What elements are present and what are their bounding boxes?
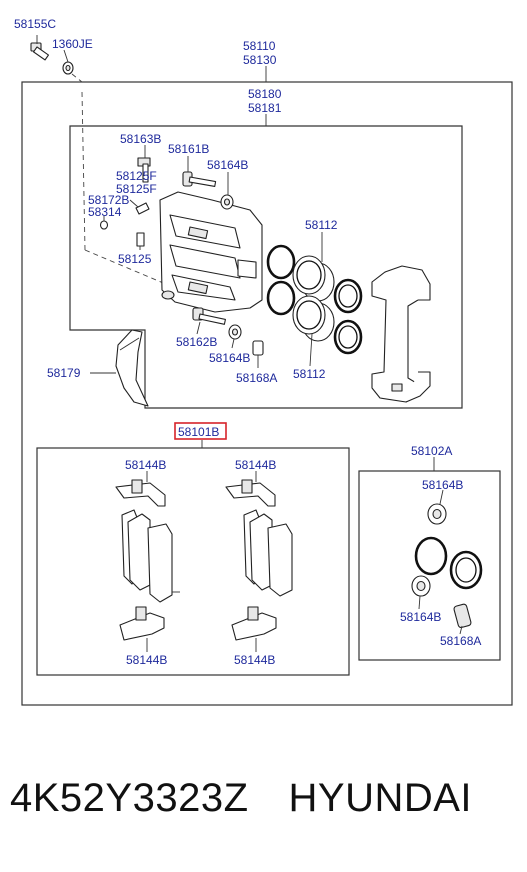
dust-boot-upper — [335, 280, 361, 312]
label-58168A-kit: 58168A — [440, 634, 482, 648]
label-58161B: 58161B — [168, 142, 210, 156]
label-58130: 58130 — [243, 53, 277, 67]
kit-sleeve-58168A — [453, 604, 471, 629]
pad-clip-upper-left — [116, 480, 165, 506]
label-58112-bottom: 58112 — [293, 367, 326, 381]
label-58180: 58180 — [248, 87, 282, 101]
label-58164B-kit-2: 58164B — [400, 610, 442, 624]
label-58163B: 58163B — [120, 132, 162, 146]
label-58144B-3: 58144B — [126, 653, 168, 667]
footer-part-number: 4K52Y3323Z — [10, 776, 249, 820]
bolt-58155C — [31, 43, 48, 60]
shim-58179 — [116, 330, 148, 406]
footer-caption — [10, 776, 520, 836]
label-58179: 58179 — [47, 366, 81, 380]
pad-clip-lower-left — [120, 607, 164, 640]
boot-58164B-lower — [229, 325, 241, 339]
bleeder-58125 — [137, 233, 144, 246]
label-58164B-kit-1: 58164B — [422, 478, 464, 492]
piston-seal-lower — [268, 282, 294, 314]
label-58164B-top: 58164B — [207, 158, 249, 172]
label-58144B-2: 58144B — [235, 458, 277, 472]
sleeve-58168A-mid — [253, 341, 263, 355]
boot-58164B-upper — [221, 195, 233, 209]
bleeder-58125F — [136, 203, 149, 214]
guide-pin-58161B — [183, 172, 216, 186]
label-58162B: 58162B — [176, 335, 218, 349]
cap-58172B — [101, 221, 108, 229]
label-58125: 58125 — [118, 252, 152, 266]
kit-boot-58164B-upper — [428, 504, 446, 524]
footer-brand: HYUNDAI — [288, 776, 473, 820]
label-58164B-mid: 58164B — [209, 351, 251, 365]
label-58102A: 58102A — [411, 444, 453, 458]
label-58125F-1: 58125F — [116, 169, 157, 183]
label-58125F-2: 58125F — [116, 182, 157, 196]
brake-pad-right-pair — [244, 510, 292, 596]
pad-kit-frame — [37, 448, 349, 675]
repair-kit-frame — [359, 471, 500, 660]
dust-boot-lower — [335, 321, 361, 353]
label-58144B-4: 58144B — [234, 653, 276, 667]
pad-clip-lower-right — [232, 607, 276, 640]
kit-boot-58164B-lower — [412, 576, 430, 596]
label-58110: 58110 — [243, 39, 276, 53]
label-58314: 58314 — [88, 205, 122, 219]
label-58155C: 58155C — [14, 17, 57, 31]
label-58181: 58181 — [248, 101, 282, 115]
label-58101B[interactable]: 58101B — [178, 425, 220, 439]
kit-seal-ring — [416, 538, 446, 574]
caliper-bracket — [372, 266, 430, 402]
label-58168A-mid: 58168A — [236, 371, 278, 385]
piston-upper-58112 — [293, 256, 334, 301]
label-58172B: 58172B — [88, 193, 130, 207]
label-1360JE: 1360JE — [52, 37, 93, 51]
piston-lower-58112 — [293, 296, 334, 341]
label-58112-top: 58112 — [305, 218, 338, 232]
pad-clip-upper-right — [226, 480, 275, 506]
caliper-body — [160, 192, 262, 312]
label-58144B-1: 58144B — [125, 458, 167, 472]
washer-1360JE — [63, 62, 73, 74]
brake-pad-left-pair — [122, 510, 180, 602]
piston-seal-upper — [268, 246, 294, 278]
kit-dust-boot — [451, 552, 481, 588]
